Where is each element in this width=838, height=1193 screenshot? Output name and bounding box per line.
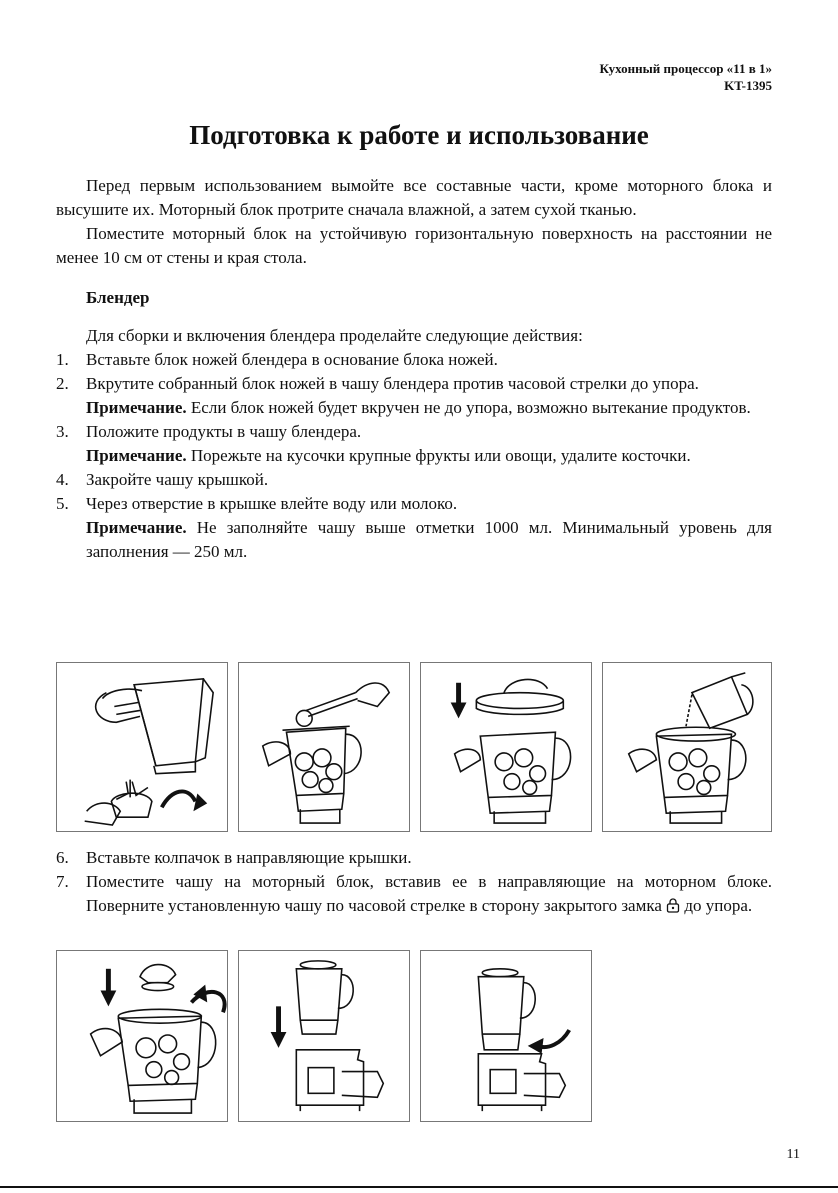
step-text-before: Поместите чашу на моторный блок, вставив ее в направляющие на моторном блоке. Поверните установленную чашу по часовой стрелке в сторону закрытого замка [86,872,772,915]
note-label: Примечание. [86,398,187,417]
figure-add-products [238,662,410,832]
step-text: Вставьте колпачок в направляющие крышки. [86,848,412,867]
step-number: 2. [56,374,69,393]
note-text: Порежьте на кусочки крупные фрукты или овощи, удалите косточки. [186,446,691,465]
figure-insert-blade [56,662,228,832]
closed-lock-icon [666,898,680,913]
page-number: 11 [786,1147,800,1162]
page-header [600,60,772,94]
close-lid-illustration [421,663,591,831]
list-item [56,846,772,870]
turn-jug-illustration [421,951,591,1121]
insert-cap-illustration [57,951,227,1121]
section-title: Блендер [86,288,150,307]
figure-place-jug [238,950,410,1122]
place-jug-illustration [239,951,409,1121]
list-item [56,420,772,468]
pour-liquid-illustration [603,663,771,831]
step-note [86,444,772,468]
bottom-divider [0,1186,838,1188]
main-text [56,174,772,564]
step-text: Вставьте блок ножей блендера в основание блока ножей. [86,350,498,369]
step-text: Положите продукты в чашу блендера. [86,422,362,441]
step-number: 7. [56,872,69,891]
intro-paragraph-2: Поместите моторный блок на устойчивую горизонтальную поверхность на расстоянии не менее 10 см от стены и края стола. [56,224,772,267]
list-item [56,468,772,492]
step-text-after: до упора. [680,896,753,915]
figure-pour-liquid [602,662,772,832]
step-number: 1. [56,350,69,369]
step-note [86,516,772,564]
note-text: Не заполняйте чашу выше отметки 1000 мл. Минимальный уровень для заполнения — 250 мл. [86,518,772,561]
blade-assembly-illustration [57,663,227,831]
header-model: KT-1395 [724,78,772,93]
figure-close-lid [420,662,592,832]
figure-turn-jug [420,950,592,1122]
note-label: Примечание. [86,446,187,465]
list-item [56,348,772,372]
page-title: Подготовка к работе и использование [189,120,649,150]
step-text: Вкрутите собранный блок ножей в чашу блендера против часовой стрелки до упора. [86,374,699,393]
list-item [56,492,772,564]
steps-list-continued [56,846,772,918]
header-product: Кухонный процессор «11 в 1» [599,61,772,76]
step-number: 3. [56,422,69,441]
section-intro: Для сборки и включения блендера проделайте следующие действия: [86,326,583,345]
note-text: Если блок ножей будет вкручен не до упора, возможно вытекание продуктов. [186,398,751,417]
step-note [86,396,772,420]
intro-paragraph-1: Перед первым использованием вымойте все составные части, кроме моторного блока и высушите их. Моторный блок протрите сначала влажной, а затем сухой тканью. [56,176,772,219]
step-text: Через отверстие в крышке влейте воду или молоко. [86,494,458,513]
add-products-illustration [239,663,409,831]
step-text: Закройте чашу крышкой. [86,470,269,489]
list-item [56,372,772,420]
step-number: 5. [56,494,69,513]
note-label: Примечание. [86,518,187,537]
step-number: 4. [56,470,69,489]
list-item [56,870,772,918]
steps-list [56,348,772,564]
step-number: 6. [56,848,69,867]
figure-insert-cap [56,950,228,1122]
